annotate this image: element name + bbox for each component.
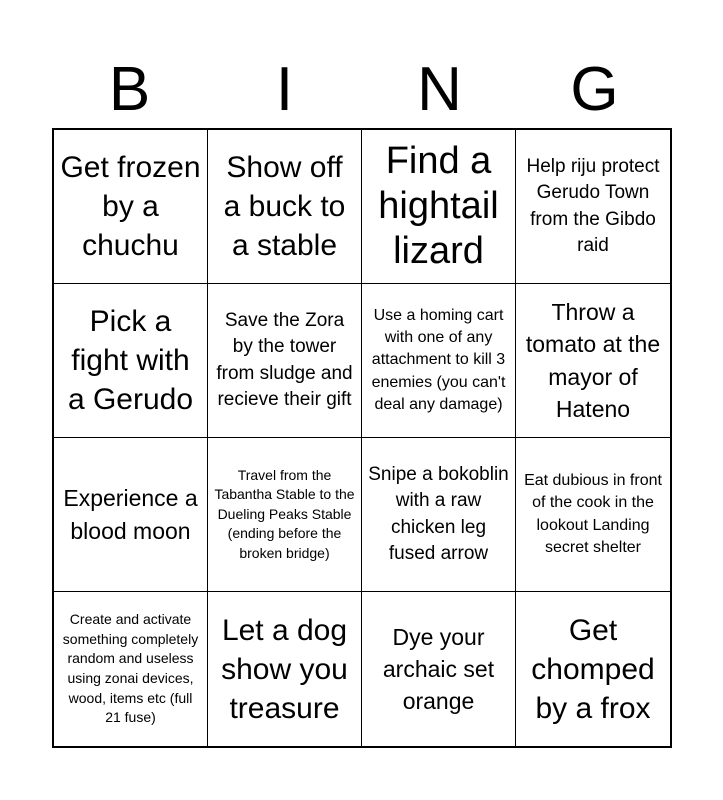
bingo-cell-text: Pick a fight with a Gerudo (67, 305, 194, 416)
bingo-header (52, 55, 672, 125)
bingo-board (52, 128, 672, 748)
bingo-cell-text: Let a dog show you treasure (221, 613, 348, 725)
bingo-cell[interactable] (362, 284, 516, 438)
bingo-cell-text: Snipe a bokoblin with a raw chicken leg fused arrow (368, 464, 509, 564)
bingo-cell[interactable] (516, 130, 670, 284)
bingo-cell-text: Eat dubious in front of the cook in the lookout Landing secret shelter (524, 472, 662, 556)
bingo-cell-text: Experience a blood moon (63, 485, 198, 544)
bingo-cell[interactable] (208, 438, 362, 592)
bingo-cell[interactable] (208, 130, 362, 284)
bingo-cell[interactable] (516, 592, 670, 746)
bingo-cell[interactable] (208, 284, 362, 438)
bingo-cell-text: Save the Zora by the tower from sludge and recieve their gift (216, 310, 353, 410)
bingo-cell-text: Dye your archaic set orange (382, 623, 495, 715)
bingo-cell-text: Show off a buck to a stable (223, 151, 346, 262)
bingo-cell[interactable] (54, 284, 208, 438)
bingo-cell-text: Find a hightail lizard (378, 140, 499, 272)
bingo-cell[interactable] (362, 438, 516, 592)
bingo-cell-text: Use a homing cart with one of any attachment to kill 3 enemies (you can't deal any damage) (371, 307, 506, 413)
bingo-cell[interactable] (516, 284, 670, 438)
bingo-cell-text: Throw a tomato at the mayor of Hateno (525, 299, 661, 422)
bingo-cell-text: Get chomped by a frox (531, 613, 655, 725)
bingo-cell[interactable] (362, 130, 516, 284)
header-letter-i: I (275, 55, 294, 124)
bingo-cell[interactable] (54, 592, 208, 746)
bingo-cell-text: Travel from the Tabantha Stable to the Dueling Peaks Stable (ending before the broken bridge) (214, 466, 355, 561)
header-letter-n: N (417, 55, 462, 124)
bingo-cell-text: Create and activate something completely random and useless using zonai devices, wood, items etc (full 21 fuse) (62, 611, 199, 726)
bingo-cell[interactable] (362, 592, 516, 746)
header-letter-b: B (108, 55, 151, 124)
bingo-cell[interactable] (54, 130, 208, 284)
bingo-cell-text: Get frozen by a chuchu (60, 151, 201, 262)
bingo-cell[interactable] (516, 438, 670, 592)
bingo-cell-text: Help riju protect Gerudo Town from the Gibdo raid (526, 156, 660, 256)
bingo-cell[interactable] (208, 592, 362, 746)
bingo-cell[interactable] (54, 438, 208, 592)
header-letter-g: G (570, 55, 619, 124)
